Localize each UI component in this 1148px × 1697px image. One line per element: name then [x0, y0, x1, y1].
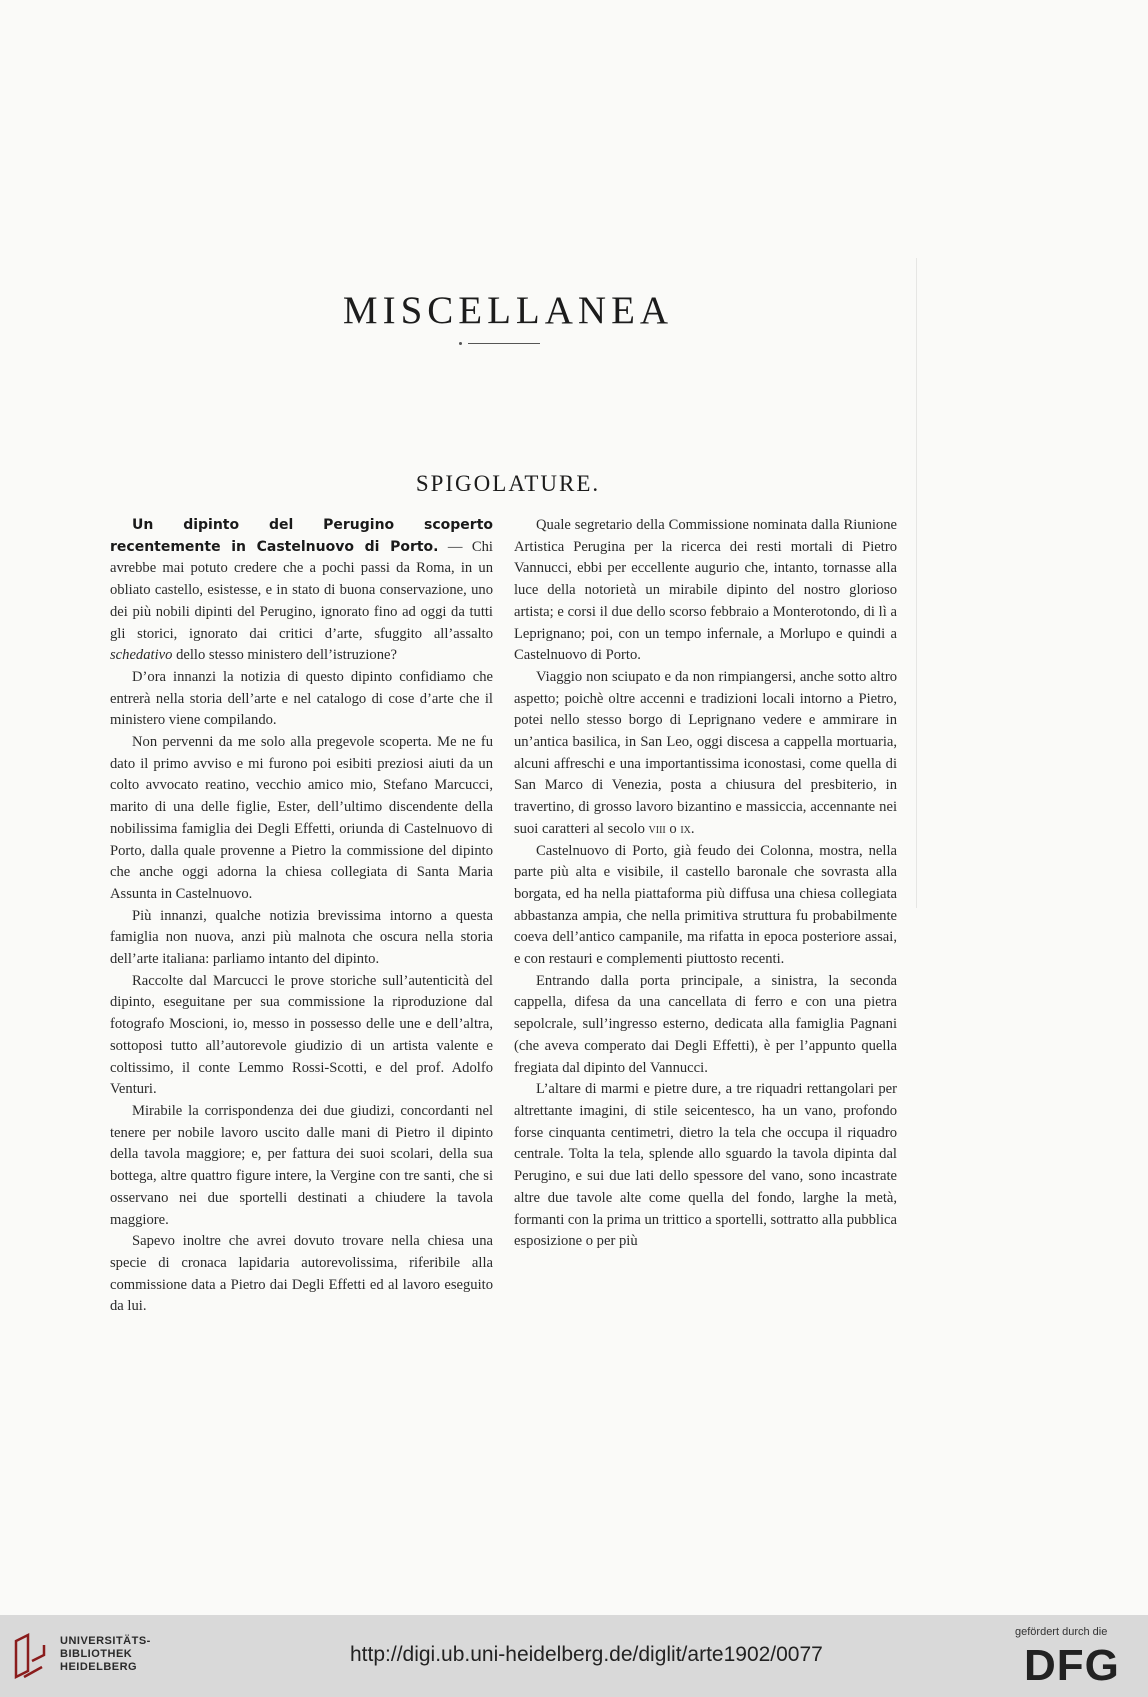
paragraph: Sapevo inoltre che avrei dovuto trovare nella chiesa una specie di cronaca lapidaria autorevolissima, riferibile alla commissione data a Pietro dai Degli Effetti ed al lavoro eseguito da lui. — [110, 1233, 493, 1315]
university-name: UNIVERSITÄTS- BIBLIOTHEK HEIDELBERG — [60, 1635, 151, 1673]
paragraph: Più innanzi, qualche notizia brevissima intorno a questa famiglia non nuova, anzi più malnota che oscura nella storia dell’arte italiana: parliamo intanto del dipinto. — [110, 907, 493, 968]
funded-by-label: gefördert durch die — [1015, 1626, 1108, 1638]
paragraph: Non pervenni da me solo alla pregevole scoperta. Me ne fu dato il primo avviso e mi furono poi esibiti preziosi aiuti da un colto avvocato reatino, vecchio amico mio, Stefano Marcucci, marito di una delle figlie, Ester, dell’ultimo discendente della nobilissima famiglia dei Degli Effetti, oriunda di Castelnuovo di Porto, dalla quale provenne a Pietro la commissione del dipinto che anche oggi adorna la chiesa collegiata di Santa Maria Assunta in Castelnuovo. — [110, 734, 493, 902]
right-column — [514, 515, 897, 1253]
paragraph: L’altare di marmi e pietre dure, a tre riquadri rettangolari per altrettante imagini, di stile seicentesco, ha un vano, profondo forse cinquanta centimetri, dietro la tela che occupa il riquadro centrale. Tolta la tela, splende allo sguardo la tavola dipinta dal Perugino, e sui due lati dello spessore del vano, sono incastrate altre due tavole alte come quella del fondo, larghe la metà, formanti con la prima un trittico a sportelli, sottratto alla pubblica esposizione o per più — [514, 1081, 897, 1250]
dfg-logo: DFG — [1024, 1641, 1120, 1690]
page-title: MISCELLANEA — [342, 289, 674, 333]
ornament-rule — [468, 343, 540, 344]
source-url-link[interactable]: http://digi.ub.uni-heidelberg.de/diglit/arte1902/0077 — [350, 1643, 823, 1666]
page-edge-line — [916, 258, 917, 908]
paragraph: D’ora innanzi la notizia di questo dipinto confidiamo che entrerà nella storia dell’arte e nel catalogo di cose d’arte che il ministero viene compilando. — [110, 668, 493, 729]
paragraph: Quale segretario della Commissione nominata dalla Riunione Artistica Perugina per la ricerca dei resti mortali di Pietro Vannucci, ebbi per eccellente augurio che, intanto, tornasse alla luce della notorietà un mirabile dipinto del nostro glorioso artista; e corsi il due dello scorso febbraio a Monterotondo, di lì a Leprignano; poi, con un tempo infernale, a Morlupo e quindi a Castelnuovo di Porto. — [514, 517, 897, 664]
paragraph: Raccolte dal Marcucci le prove storiche sull’autenticità del dipinto, eseguitane per sua commissione la riproduzione dal fotografo Moscioni, io, messo in possesso delle une e dell’altra, sottoposi tutto all’autorevole giudizio di un artista valente e coltissimo, il conte Lemmo Rossi-Scotti, e del prof. Adolfo Venturi. — [110, 972, 493, 1098]
left-column — [110, 515, 493, 1318]
paragraph: Mirabile la corrispondenza dei due giudizi, concordanti nel tenere per nobile lavoro uscito dalle mani di Pietro il dipinto della tavola maggiore; e, per fattura dei suoi scolari, della sua bottega, altre quattro figure intere, la Vergine con tre santi, che si osservano nei due sportelli destinati a chiudere la tavola maggiore. — [110, 1102, 493, 1228]
paragraph: Viaggio non sciupato e da non rimpiangersi, anche sotto altro aspetto; poichè oltre accenni e tradizioni locali intorno a Pietro, potei nello stesso borgo di Leprignano vedere e ammirare in un’antica basilica, in San Leo, oggi discesa a cappella mortuaria, alcuni affreschi e una importantissima iconostasi, come quella di San Marco di Venezia, posta a chiusura del presbiterio, in travertino, di grosso lavoro bizantino e massiccia, accennante nei suoi caratteri al secolo viii o ix. — [514, 668, 897, 837]
paragraph: Un dipinto del Perugino scoperto recentemente in Castelnuovo di Porto. — Chi avrebbe mai potuto credere che a pochi passi da Roma, in un obliato castello, esistesse, e in stato di buona conservazione, uno dei più nobili dipinti del Perugino, ignorato fino ad oggi da tutti gli storici, ignorato dai critici d’arte, sfuggito all’assalto schedativo dello stesso ministero dell’istruzione? — [110, 517, 493, 664]
section-title: SPIGOLATURE. — [415, 471, 601, 497]
article-lead: Un dipinto del Perugino scoperto recentemente in Castelnuovo di Porto. — [110, 517, 493, 555]
university-logo-icon — [12, 1631, 48, 1681]
paragraph: Entrando dalla porta principale, a sinistra, la seconda cappella, difesa da una cancellata di ferro e con una pietra sepolcrale, sull’ingresso esterno, dedicata alla famiglia Pagnani (che aveva comperato dai Degli Effetti), è per l’appunto quella fregiata dal dipinto del Vannucci. — [514, 972, 897, 1076]
italic-term: schedativo — [110, 647, 173, 664]
ornament-dot — [459, 342, 462, 345]
paragraph: Castelnuovo di Porto, già feudo dei Colonna, mostra, nella parte più alta e visibile, il castello baronale che sovrasta alla borgata, ed ha nella piattaforma più diffusa una chiesa collegiata abbastanza ampia, che nella primitiva struttura fu probabilmente coeva dell’antico campanile, ma rifatta in epoca posteriore assai, e con restauri e complementi piuttosto recenti. — [514, 842, 897, 968]
footer-bar — [0, 1615, 1148, 1697]
